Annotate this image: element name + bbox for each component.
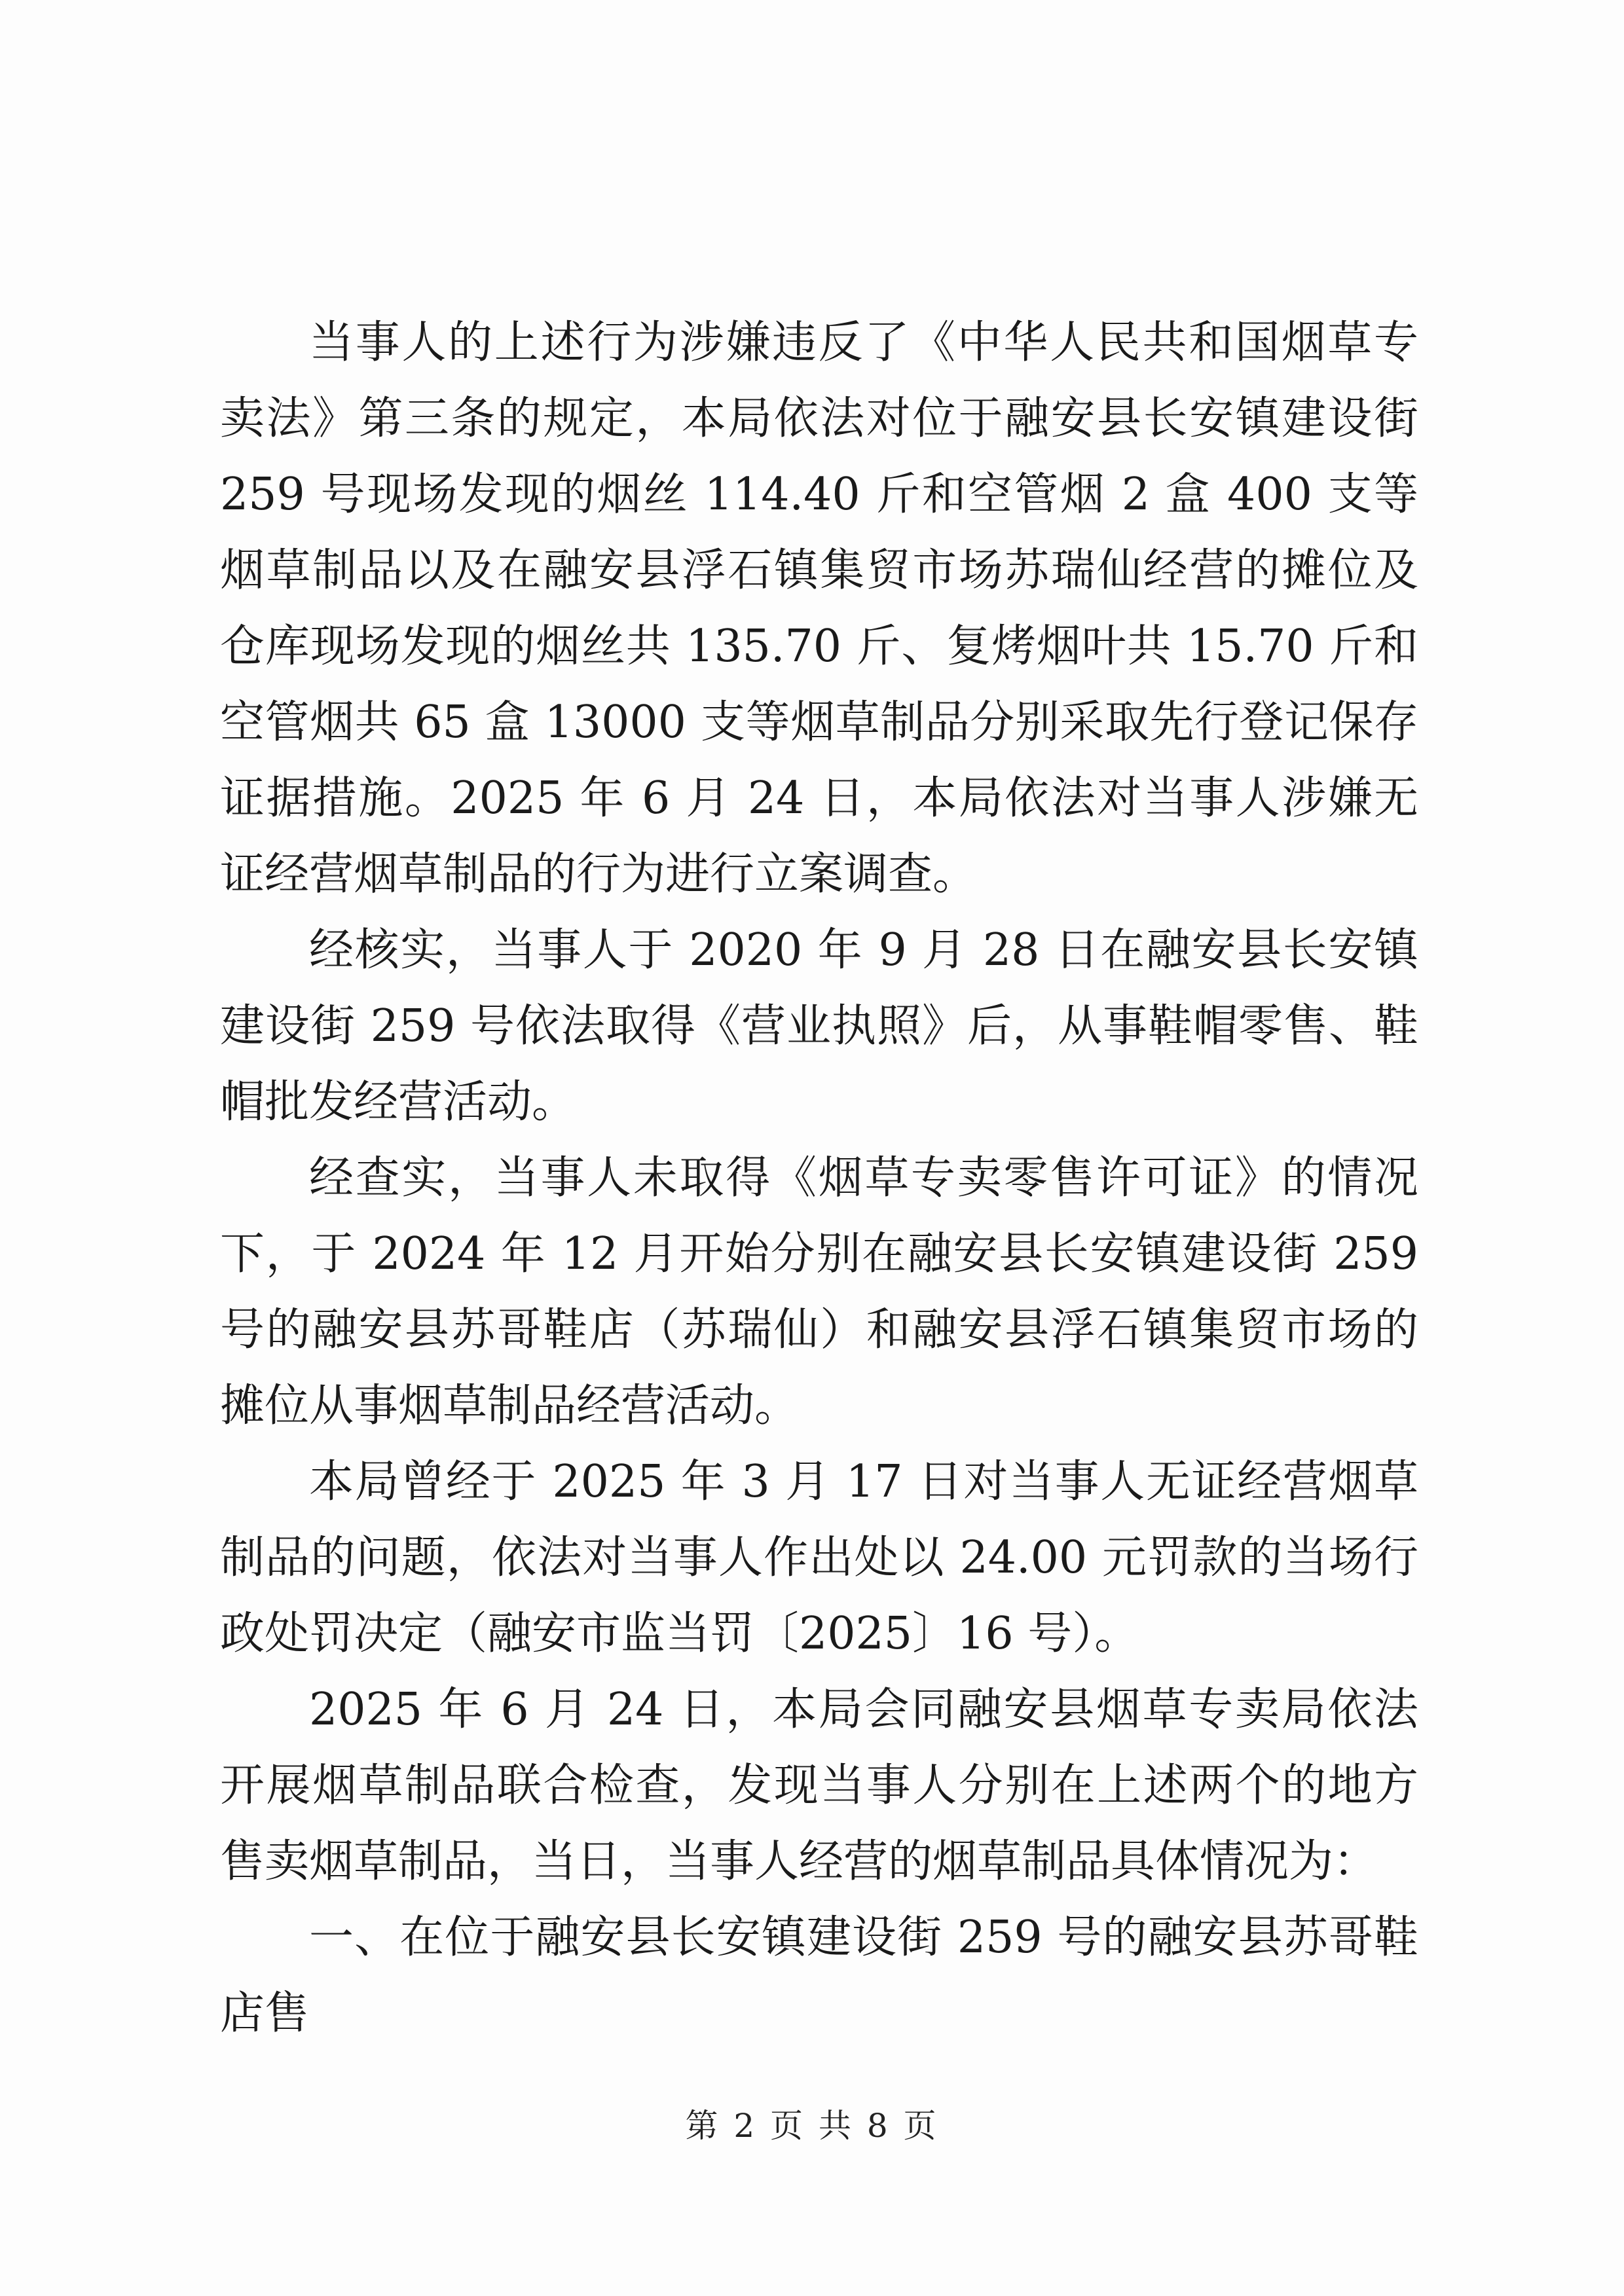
paragraph-4: 本局曾经于 2025 年 3 月 17 日对当事人无证经营烟草制品的问题，依法对当事人作出处以 24.00 元罚款的当场行政处罚决定（融安市监当罚〔2025〕16 号）。 xyxy=(220,1456,1418,1660)
paragraph-1: 当事人的上述行为涉嫌违反了《中华人民共和国烟草专卖法》第三条的规定，本局依法对位于融安县长安镇建设街 259 号现场发现的烟丝 114.40 斤和空管烟 2 盒 400 支等烟草制品以及在融安县浮石镇集贸市场苏瑞仙经营的摊位及仓库现场发现的烟丝共 135.70 斤、复烤烟叶共 15.70 斤和空管烟共 65 盒 13000 支等烟草制品分别采取先行登记保存证据措施。2025 年 6 月 24 日，本局依法对当事人涉嫌无证经营烟草制品的行为进行立案调查。 xyxy=(220,317,1418,900)
document-body xyxy=(220,305,1418,2052)
paragraph-5: 2025 年 6 月 24 日，本局会同融安县烟草专卖局依法开展烟草制品联合检查，发现当事人分别在上述两个的地方售卖烟草制品，当日，当事人经营的烟草制品具体情况为： xyxy=(220,1684,1418,1887)
paragraph-3: 经查实，当事人未取得《烟草专卖零售许可证》的情况下，于 2024 年 12 月开始分别在融安县长安镇建设街 259 号的融安县苏哥鞋店（苏瑞仙）和融安县浮石镇集贸市场的摊位从事烟草制品经营活动。 xyxy=(220,1152,1418,1432)
page-number: 第 2 页 共 8 页 xyxy=(685,2107,939,2145)
paragraph-6: 一、在位于融安县长安镇建设街 259 号的融安县苏哥鞋店售 xyxy=(220,1912,1418,2039)
paragraph-2: 经核实，当事人于 2020 年 9 月 28 日在融安县长安镇建设街 259 号依法取得《营业执照》后，从事鞋帽零售、鞋帽批发经营活动。 xyxy=(220,924,1418,1128)
